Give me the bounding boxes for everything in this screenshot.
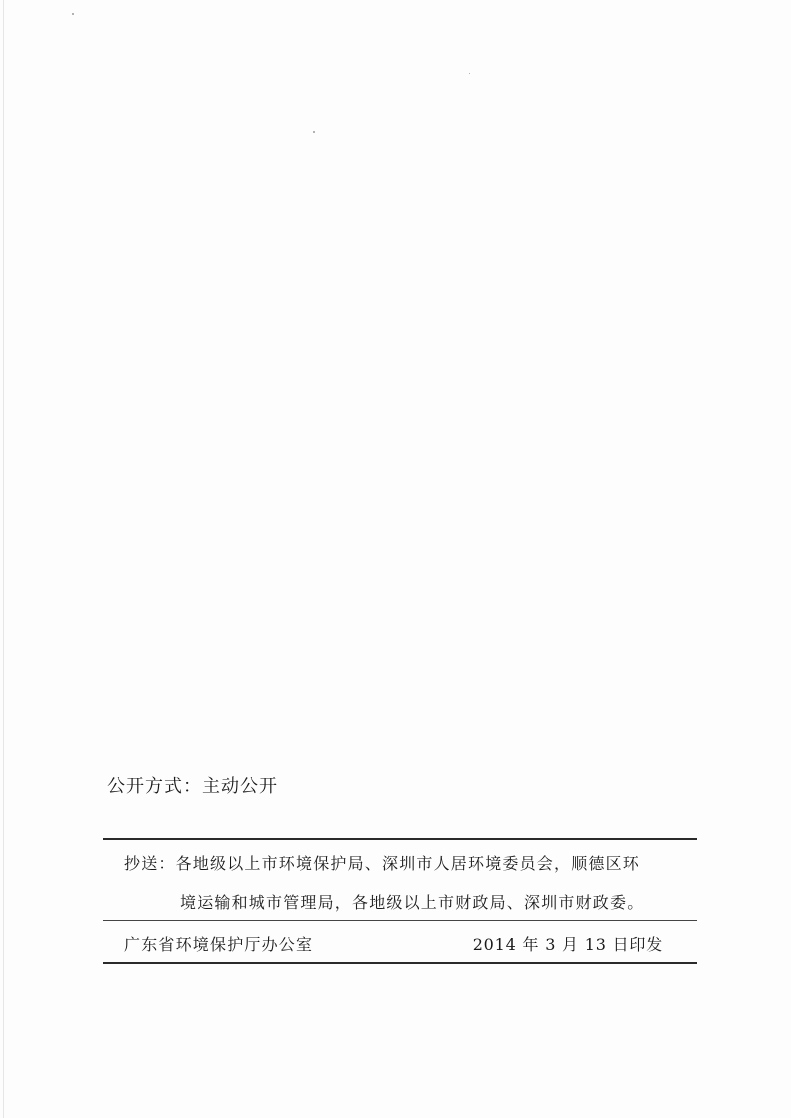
disclosure-value: 主动公开 bbox=[202, 776, 278, 797]
scan-speck bbox=[469, 73, 470, 74]
issue-date: 2014 年 3 月 13 日印发 bbox=[472, 935, 663, 954]
bottom-rule bbox=[103, 962, 697, 964]
middle-rule bbox=[103, 920, 697, 921]
scan-edge bbox=[3, 0, 4, 1118]
top-rule bbox=[103, 838, 697, 840]
cc-line-1: 抄送：各地级以上市环境保护局、深圳市人居环境委员会，顺德区环 bbox=[124, 854, 641, 873]
cc-line-2: 境运输和城市管理局，各地级以上市财政局、深圳市财政委。 bbox=[180, 893, 645, 912]
scan-speck bbox=[72, 13, 74, 15]
scan-speck bbox=[313, 131, 315, 133]
disclosure-label: 公开方式： bbox=[107, 776, 202, 797]
disclosure-method bbox=[107, 772, 278, 798]
issuing-office: 广东省环境保护厅办公室 bbox=[124, 935, 314, 954]
